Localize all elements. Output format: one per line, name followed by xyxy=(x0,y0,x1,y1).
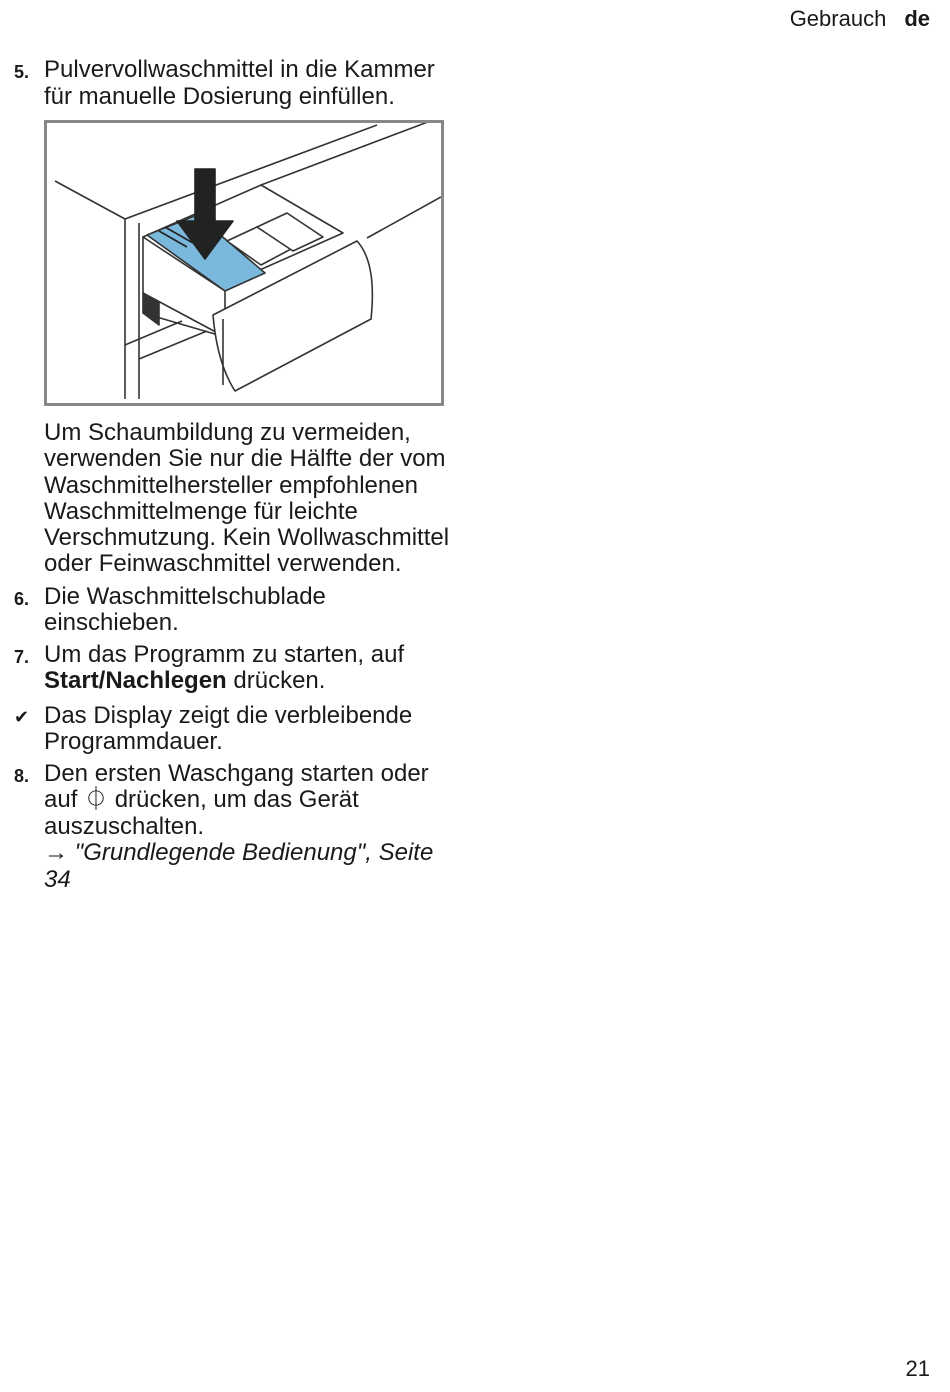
checkmark-icon: ✔ xyxy=(14,706,30,727)
step-6 xyxy=(14,584,454,637)
start-button-label: Start/Nachlegen xyxy=(44,667,227,695)
detergent-drawer-illustration xyxy=(44,120,444,406)
power-icon: ⏀ xyxy=(84,786,109,814)
step-number: 8. xyxy=(14,765,30,786)
page-number: 21 xyxy=(905,1356,930,1381)
step-text-after: drücken, um das Gerät auszuschalten. xyxy=(44,786,359,840)
step-8 xyxy=(14,761,454,894)
detergent-note: Um Schaumbildung zu vermeiden, verwenden Sie nur die Hälfte der vom Waschmittelhersteller empfohlenen Waschmittelmenge für leichte Verschmutzung. Kein Wollwaschmittel oder Feinwaschmittel verwenden. xyxy=(44,419,450,578)
step-number: 5. xyxy=(14,62,30,82)
step-7 xyxy=(14,642,454,695)
step-text-before: Den ersten Waschgang starten oder auf xyxy=(44,759,429,814)
step-text-before: Um das Programm zu starten, auf xyxy=(44,640,405,668)
result-line xyxy=(14,703,454,756)
step-text-after: drücken. xyxy=(226,667,326,695)
arrow-icon: → xyxy=(44,839,68,867)
step-text: Pulvervollwaschmittel in die Kammer für manuelle Dosierung einfüllen. xyxy=(44,56,435,110)
step-number: 7. xyxy=(14,646,30,667)
step-number: 6. xyxy=(14,588,30,609)
step-text: Die Waschmittelschublade einschieben. xyxy=(44,582,326,637)
section-title: Gebrauch xyxy=(789,6,887,31)
instructions xyxy=(14,57,454,893)
page-header xyxy=(790,6,930,32)
language-code: de xyxy=(904,6,930,31)
result-text: Das Display zeigt die verbleibende Programmdauer. xyxy=(44,701,413,756)
cross-reference xyxy=(44,839,433,893)
reference-link[interactable]: "Grundlegende Bedienung", Seite 34 xyxy=(44,839,434,893)
step-5 xyxy=(14,57,454,110)
